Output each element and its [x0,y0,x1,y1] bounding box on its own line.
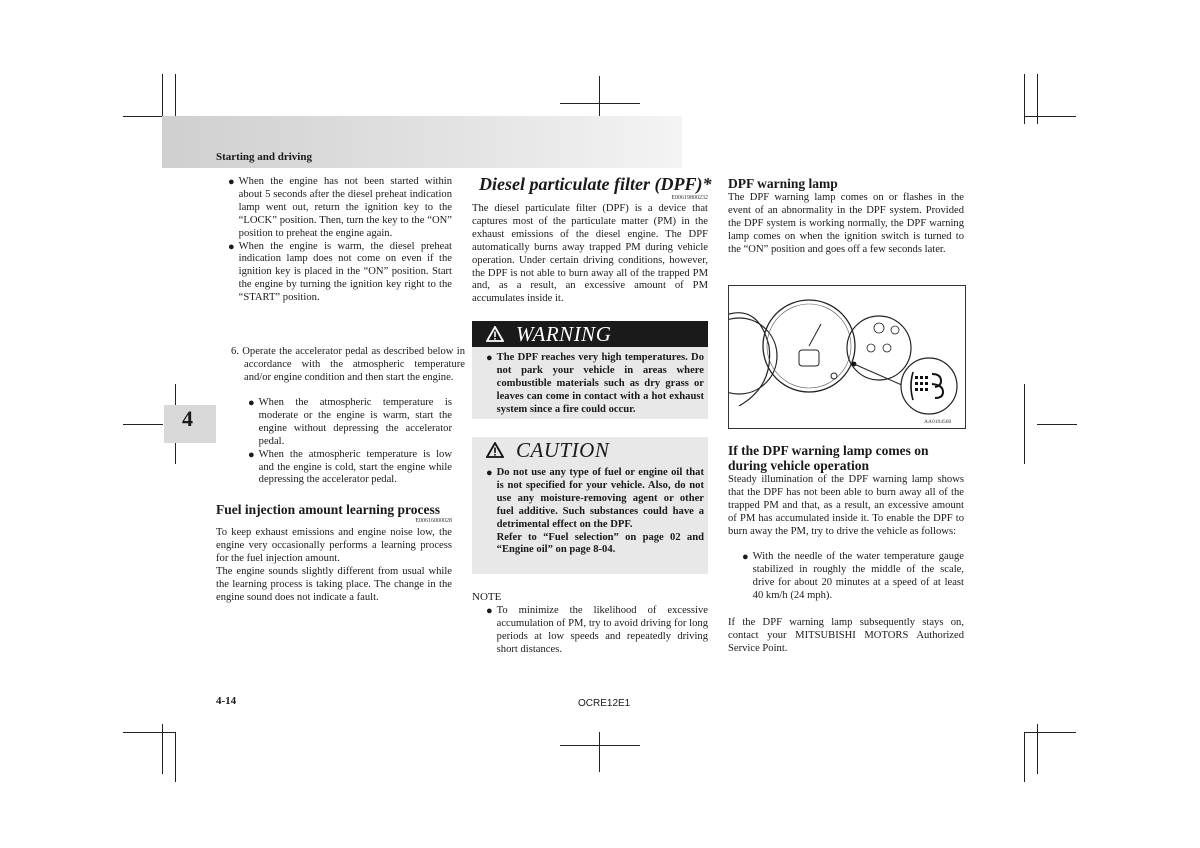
caution-content [486,467,704,557]
bullet-icon: ● [248,397,255,409]
caution-bar [472,437,708,463]
crop-mark [1024,384,1025,464]
fuel-heading: Fuel injection amount learning process [216,502,440,517]
instrument-cluster-illustration [729,286,965,428]
list-item: ● The DPF reaches very high temperatures. Do not park your vehicle in areas where combustible materials such as dry grass or leaves can come in contact with a hot exhaust system since a fire could occur. [486,352,704,415]
crop-mark [123,424,163,425]
bullet-icon: ● [248,448,255,461]
bullet-icon: ● [486,605,493,617]
bullet-icon: ● [228,240,235,253]
list-item [486,467,704,557]
figure-code: AA0104560 [924,419,952,425]
crop-mark [175,732,176,782]
list-item: ● To minimize the likelihood of excessive accumulation of PM, try to avoid driving for long periods at low speeds and repeatedly driving short distances. [486,605,708,655]
dpf-intro: The diesel particulate filter (DPF) is a device that captures most of the particulate matter (PM) in the exhaust emissions of the diesel engine. The DPF automatically burns away trapped PM during vehicle operation. Under certain driving conditions, however, the DPF is not able to burn away all of the trapped PM and, as a result, an excessive amount of PM accumulates inside it. [472,203,708,305]
warning-content [486,352,704,417]
crop-mark [1024,732,1025,782]
crop-mark [560,745,640,746]
left-bullets-b [248,397,452,487]
during-heading: If the DPF warning lamp comes on during vehicle operation [728,443,929,473]
list-item: ● With the needle of the water temperature gauge stabilized in roughly the middle of the scale, drive for about 20 minutes at a speed of at least 40 km/h (24 mph). [742,551,964,601]
caution-title: CAUTION [516,437,610,462]
bullet-icon: ● [486,467,493,479]
chapter-number: 4 [182,406,193,431]
section-title: Starting and driving [216,151,312,163]
caution-icon [486,442,504,458]
list-item: ● When the engine is warm, the diesel preheat indication lamp does not come on even if the ignition key is placed in the “ON” position. Start the engine by turning the ignition key right to the “START” position. [228,240,452,304]
caution-reference: Refer to “Fuel selection” on page 02 and “Engine oil” on page 8-04. [496,531,704,556]
crop-mark [560,103,640,104]
dpf-title: Diesel particulate filter (DPF)* [479,174,712,194]
list-item: ● When the engine has not been started within about 5 seconds after the diesel preheat indication lamp went out, return the ignition key to the “LOCK” position. Then, turn the key to the “ON” position to preheat the engine again. [228,176,452,239]
fuel-paragraph-2: The engine sounds slightly different from usual while the learning process is taking place. The change in the engine sound does not indicate a fault. [216,566,452,603]
dpf-code: E00619800232 [671,195,708,201]
list-item: ● When the atmospheric temperature is low and the engine is cold, start the engine while depressing the accelerator pedal. [248,448,452,486]
caution-text: Do not use any type of fuel or engine oil that is not specified for your vehicle. Also, do not use any moisture-removing agent or other fuel additive. Such substances could have a detrimental effect on the DPF. [496,467,704,530]
left-bullets-a [228,176,452,305]
note-label: NOTE [472,591,502,603]
page-number: 4-14 [216,695,237,707]
document-code: OCRE12E1 [578,698,631,709]
bullet-icon: ● [486,352,493,364]
crop-mark [599,732,600,772]
crop-mark [1037,424,1077,425]
during-text: Steady illumination of the DPF warning lamp shows that the DPF has not been able to burn away all of the trapped PM and that, as a result, an excessive amount of PM has accumulated inside it. To enable the DPF to burn away the PM, try to drive the vehicle as follows: [728,474,964,537]
lamp-heading: DPF warning lamp [728,176,838,191]
crop-mark [123,732,175,733]
fuel-paragraph-1: To keep exhaust emissions and engine noise low, the engine very occasionally performs a learning process for the fuel injection amount. [216,527,452,564]
during-bullet-list [742,551,964,603]
bullet-icon: ● [742,551,749,563]
step-6: 6. Operate the accelerator pedal as described below in accordance with the atmospheric temperature and/or engine condition and then start the engine. [231,346,465,383]
warning-bar [472,321,708,347]
note-content [486,605,708,657]
fuel-code: E00616000028 [415,518,452,524]
crop-mark [1024,732,1076,733]
lamp-text: The DPF warning lamp comes on or flashes in the event of an abnormality in the DPF system. Provided the DPF system is working normally, the DPF warning lamp comes on when the ignition switch is turned to the “ON” position and goes off a few seconds later. [728,192,964,255]
warning-icon [486,326,504,342]
list-item: ● When the atmospheric temperature is moderate or the engine is warm, start the engine without depressing the accelerator pedal. [248,397,452,447]
warning-title: WARNING [516,321,612,346]
instrument-cluster-figure [728,285,966,429]
bullet-icon: ● [228,176,235,188]
crop-mark [1024,116,1076,117]
final-text: If the DPF warning lamp subsequently stays on, contact your MITSUBISHI MOTORS Authorized Service Point. [728,617,964,654]
